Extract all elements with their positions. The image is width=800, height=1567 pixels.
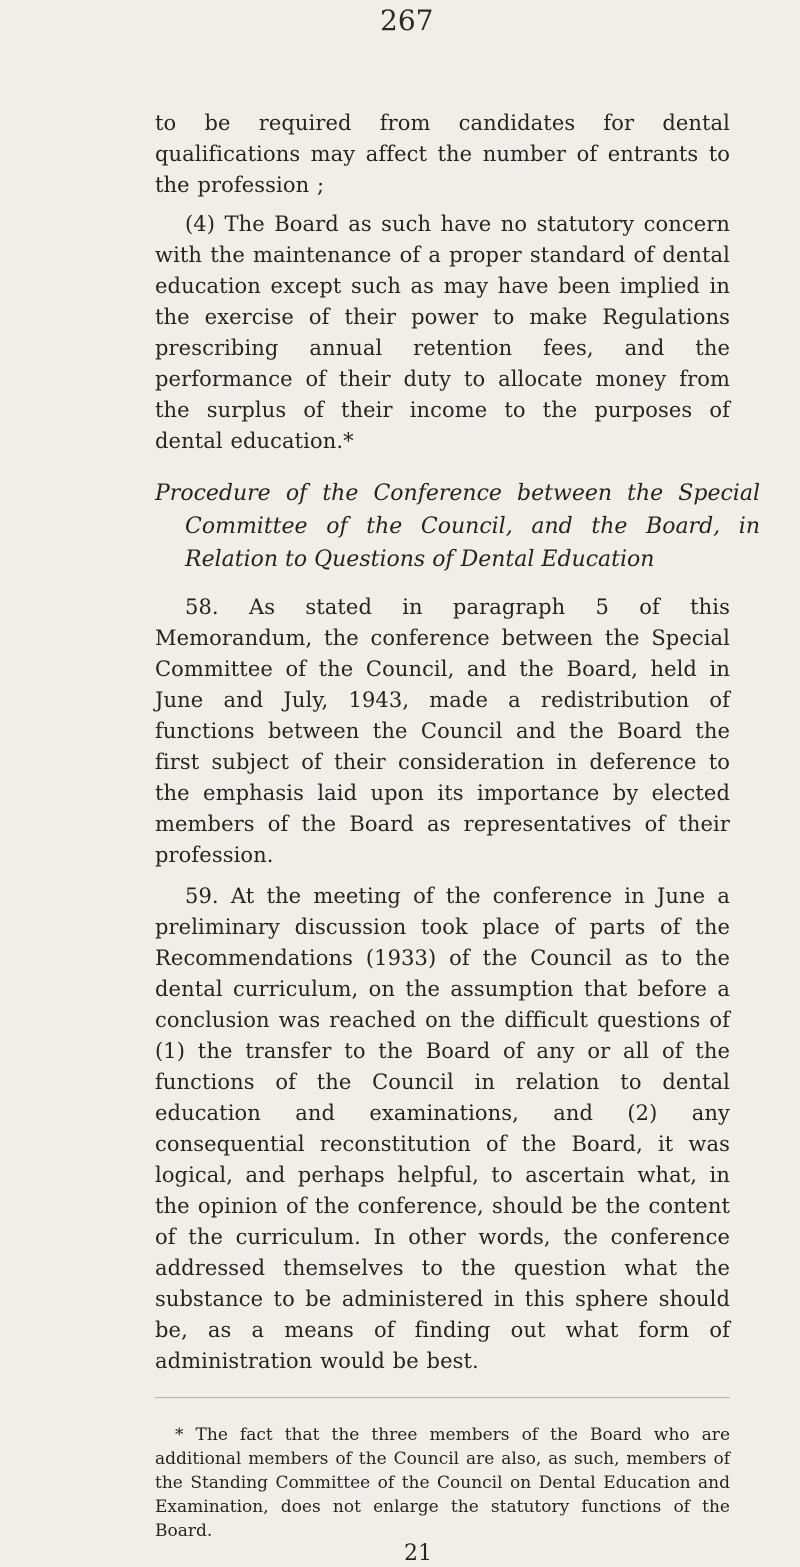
paragraph-59: 59. At the meeting of the conference in June a preliminary discussion took place of parts of the Recommendations (1933) of the Council as to the dental curriculum, on the assumption that before a conclusion was reached on the difficult questions of (1) the transfer to the Board of any or all of the functions of the Council in relation to dental education and examinations, and (2) any consequential reconstitution of the Board, it was logical, and perhaps helpful, to ascertain what, in the opinion of the conference, should be the content of the curriculum. In other words, the conference addressed themselves to the question what the substance to be administered in this sphere should be, as a means of finding out what form of administration would be best. [155,884,730,1373]
folio-number: 21 [404,1541,432,1566]
footnote-divider [155,1397,730,1398]
paragraph-4: (4) The Board as such have no statutory concern with the maintenance of a proper standard of dental education except such as may have been implied in the exercise of their power to make Regulations prescribing annual retention fees, and the performance of their duty to allocate money from the surplus of their income to the purposes of dental education.* [155,212,730,453]
page-number: 267 [380,4,434,37]
continuation-paragraph: to be required from candidates for dental qualifications may affect the number of entrants to the profession ; [155,111,730,197]
section-heading: Procedure of the Conference between the Special Committee of the Council, and the Board, in Relation to Questions of Dental Education [155,481,760,572]
footnote: * The fact that the three members of the Board who are additional members of the Council are also, as such, members of the Standing Committee of the Council on Dental Education and Examination, does not enlarge the statutory functions of the Board. [155,1425,730,1541]
paragraph-58: 58. As stated in paragraph 5 of this Memorandum, the conference between the Special Committee of the Council, and the Board, held in June and July, 1943, made a redistribution of functions between the Council and the Board the first subject of their consideration in deference to the emphasis laid upon its importance by elected members of the Board as representatives of their profession. [155,595,730,867]
